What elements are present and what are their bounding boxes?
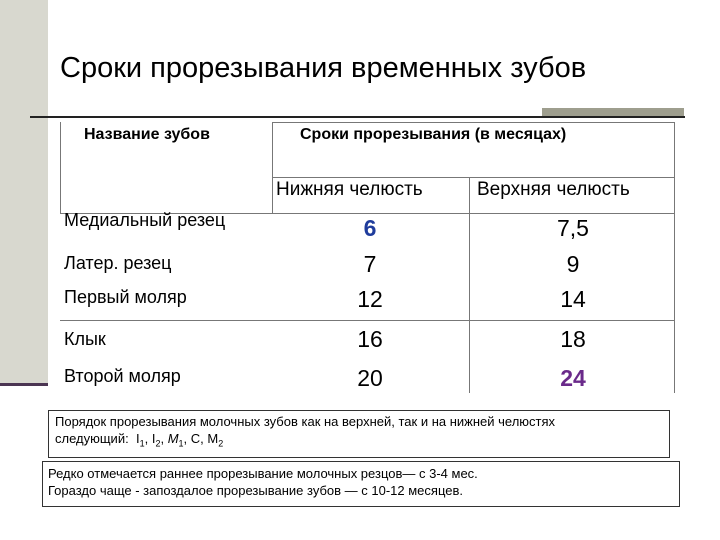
page-title: Сроки прорезывания временных зубов (60, 52, 587, 84)
sequence-item (151, 431, 161, 449)
eruption-order-prefix: следующий: (55, 431, 129, 446)
upper-value-canine: 18 (560, 326, 586, 352)
title-accent-bar (542, 108, 684, 116)
sequence-item-base: I (135, 431, 140, 446)
lower-value-second-molar: 20 (357, 365, 383, 391)
eruption-timing-line1: Редко отмечается раннее прорезывание молочных резцов— с 3-4 мес. (48, 466, 478, 481)
table-border-right (674, 122, 675, 393)
eruption-timing-note (42, 461, 680, 507)
sequence-item-base: C (190, 431, 201, 446)
sequence-item-base: I (151, 431, 156, 446)
table-divider-left (272, 122, 273, 214)
lower-value-medial-incisor: 6 (363, 215, 377, 241)
eruption-sequence: $I_1$, $I_2$, $M_1$, C, $M_2$ (135, 431, 224, 449)
lower-value-canine: 16 (357, 326, 383, 352)
table-header-divider (272, 177, 675, 178)
upper-value-lateral-incisor: 9 (566, 251, 580, 277)
subheader-lower-jaw: Нижняя челюсть (276, 179, 423, 200)
lower-value-lateral-incisor: 7 (363, 251, 377, 277)
eruption-order-line1: Порядок прорезывания молочных зубов как на верхней, так и на нижней челюстях (55, 414, 556, 429)
sequence-item-base: M (167, 431, 179, 446)
table-divider-middle (469, 177, 470, 393)
lower-value-first-molar: 12 (357, 286, 383, 312)
column-header-name: Название зубов (84, 126, 210, 143)
upper-value-medial-incisor: 7,5 (557, 215, 589, 241)
sequence-item-subscript: 2 (155, 438, 161, 449)
sequence-item (207, 431, 224, 449)
side-decor-bar (0, 0, 48, 383)
title-divider (30, 116, 685, 118)
column-header-terms: Сроки прорезывания (в месяцах) (300, 126, 567, 143)
sequence-item-subscript: 2 (218, 438, 224, 449)
sequence-item (135, 431, 145, 449)
tooth-name-canine: Клык (64, 329, 106, 349)
table-row-divider (60, 320, 675, 321)
sequence-item (167, 431, 184, 449)
eruption-timing-line2: Гораздо чаще - запоздалое прорезывание зубов — с 10-12 месяцев. (48, 483, 464, 498)
upper-value-first-molar: 14 (560, 286, 586, 312)
sequence-item-base: M (207, 431, 219, 446)
tooth-name-second-molar: Второй моляр (64, 366, 181, 386)
tooth-name-medial-incisor: Медиальный резец (64, 210, 226, 230)
sequence-item (191, 431, 200, 446)
eruption-order-note (48, 410, 670, 458)
tooth-name-lateral-incisor: Латер. резец (64, 253, 172, 273)
upper-value-second-molar: 24 (560, 365, 586, 391)
tooth-name-first-molar: Первый моляр (64, 287, 187, 307)
eruption-order-line2 (55, 430, 663, 453)
sequence-item-subscript: 1 (178, 438, 184, 449)
table-border-top (272, 122, 675, 123)
side-decor-bar-bottom (0, 383, 48, 386)
subheader-upper-jaw: Верхняя челюсть (477, 179, 630, 200)
sequence-item-subscript: 1 (139, 438, 145, 449)
table-border-left (60, 122, 61, 214)
